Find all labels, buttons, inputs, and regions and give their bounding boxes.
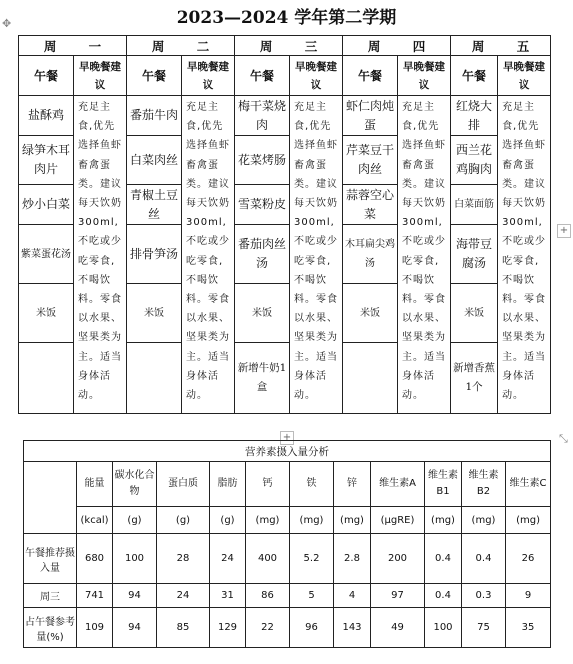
day-header-tue: 周 二 [127,36,235,56]
weekly-menu-table [18,35,551,414]
dish-item: 蒜蓉空心菜 [343,185,398,225]
meal-advice: 充足主食,优先选择鱼虾畜禽蛋类。建议每天饮奶300ml,不吃或少吃零食,不喝饮料。零食以水果、坚果类为主。适当身体活动。 [74,96,127,414]
dish-item: 白菜面筋 [451,185,498,225]
nutrition-value: 109 [77,608,113,648]
nutrition-caption: 营养素摄入量分析 [24,441,551,462]
nutrient-header: 钙 [246,462,290,507]
nutrient-header: 维生素B1 [425,462,462,507]
table-move-handle-icon[interactable]: ✥ [2,17,12,30]
nutrition-value: 85 [157,608,210,648]
nutrition-value: 2.8 [334,534,371,584]
nutrient-unit: (g) [157,507,210,534]
day-header-mon: 周 一 [19,36,127,56]
meal-advice: 充足主食,优先选择鱼虾畜禽蛋类。建议每天饮奶300ml,不吃或少吃零食,不喝饮料。零食以水果、坚果类为主。适当身体活动。 [290,96,343,414]
nutrition-value: 0.4 [425,584,462,608]
menu-note: 新增牛奶1盒 [235,343,290,414]
dish-item: 木耳扁尖鸡汤 [343,225,398,284]
lunch-header: 午餐 [127,56,182,96]
nutrition-value: 22 [246,608,290,648]
add-row-icon[interactable]: + [280,431,294,445]
nutrient-unit: (g) [113,507,157,534]
menu-note [343,343,398,414]
lunch-header: 午餐 [235,56,290,96]
nutrient-unit: (mg) [506,507,551,534]
nutrition-value: 24 [210,534,246,584]
nutrient-header: 铁 [290,462,334,507]
nutrient-header: 维生素A [371,462,425,507]
dish-item: 番茄牛肉 [127,96,182,136]
nutrition-value: 100 [113,534,157,584]
lunch-header: 午餐 [19,56,74,96]
day-header-wed: 周 三 [235,36,343,56]
nutrient-header: 脂肪 [210,462,246,507]
nutrient-header: 维生素B2 [462,462,506,507]
nutrition-value: 49 [371,608,425,648]
day-header-thu: 周 四 [343,36,451,56]
nutrition-value: 97 [371,584,425,608]
resize-handle-icon[interactable]: ⤡ [559,432,568,445]
nutrient-header: 碳水化合物 [113,462,157,507]
dish-item: 绿笋木耳肉片 [19,136,74,185]
nutrition-value: 28 [157,534,210,584]
dish-item: 梅干菜烧肉 [235,96,290,136]
dish-item: 盐酥鸡 [19,96,74,136]
nutrition-value: 24 [157,584,210,608]
nutrition-value: 86 [246,584,290,608]
nutrition-value: 741 [77,584,113,608]
nutrition-value: 0.3 [462,584,506,608]
dish-item: 炒小白菜 [19,185,74,225]
nutrient-unit: (g) [210,507,246,534]
dish-item: 虾仁肉炖蛋 [343,96,398,136]
meal-advice: 充足主食,优先选择鱼虾畜禽蛋类。建议每天饮奶300ml,不吃或少吃零食,不喝饮料。零食以水果、坚果类为主。适当身体活动。 [398,96,451,414]
nutrient-header: 维生素C [506,462,551,507]
nutrition-value: 129 [210,608,246,648]
dish-item: 芹菜豆干肉丝 [343,136,398,185]
dish-item: 白菜肉丝 [127,136,182,185]
dish-item: 米饭 [343,284,398,343]
dish-item: 紫菜蛋花汤 [19,225,74,284]
nutrient-unit: (mg) [334,507,371,534]
nutrition-value: 5.2 [290,534,334,584]
nutrition-row-label: 占午餐参考量(%) [24,608,77,648]
dish-item: 红烧大排 [451,96,498,136]
nutrition-value: 94 [113,608,157,648]
dish-item: 米饭 [451,284,498,343]
meal-advice: 充足主食,优先选择鱼虾畜禽蛋类。建议每天饮奶300ml,不吃或少吃零食,不喝饮料。零食以水果、坚果类为主。适当身体活动。 [498,96,551,414]
nutrient-unit: (μgRE) [371,507,425,534]
nutrition-value: 0.4 [462,534,506,584]
nutrition-value: 75 [462,608,506,648]
nutrition-value: 143 [334,608,371,648]
advice-header: 早晚餐建议 [498,56,551,96]
lunch-header: 午餐 [451,56,498,96]
advice-header: 早晚餐建议 [182,56,235,96]
nutrient-header: 蛋白质 [157,462,210,507]
add-column-icon[interactable]: + [557,224,571,238]
row-label-header [24,462,77,534]
day-header-fri: 周 五 [451,36,551,56]
dish-item: 花菜烤肠 [235,136,290,185]
nutrient-unit: (mg) [290,507,334,534]
nutrient-unit: (kcal) [77,507,113,534]
nutrition-analysis-table [23,440,551,648]
nutrition-row-label: 午餐推荐摄入量 [24,534,77,584]
nutrition-value: 4 [334,584,371,608]
nutrition-value: 94 [113,584,157,608]
dish-item: 番茄肉丝汤 [235,225,290,284]
dish-item: 排骨笋汤 [127,225,182,284]
nutrient-header: 锌 [334,462,371,507]
nutrition-value: 680 [77,534,113,584]
nutrition-value: 200 [371,534,425,584]
dish-item: 米饭 [235,284,290,343]
dish-item: 海带豆腐汤 [451,225,498,284]
nutrition-value: 26 [506,534,551,584]
nutrition-value: 5 [290,584,334,608]
nutrition-value: 400 [246,534,290,584]
nutrition-value: 96 [290,608,334,648]
menu-note [127,343,182,414]
nutrition-value: 0.4 [425,534,462,584]
nutrition-value: 35 [506,608,551,648]
dish-item: 米饭 [19,284,74,343]
dish-item: 青椒土豆丝 [127,185,182,225]
menu-note: 新增香蕉1个 [451,343,498,414]
nutrition-value: 9 [506,584,551,608]
advice-header: 早晚餐建议 [290,56,343,96]
nutrient-unit: (mg) [425,507,462,534]
page-title: 2023—2024 学年第二学期 [176,8,397,28]
dish-item: 雪菜粉皮 [235,185,290,225]
advice-header: 早晚餐建议 [398,56,451,96]
nutrition-value: 31 [210,584,246,608]
meal-advice: 充足主食,优先选择鱼虾畜禽蛋类。建议每天饮奶300ml,不吃或少吃零食,不喝饮料。零食以水果、坚果类为主。适当身体活动。 [182,96,235,414]
nutrient-unit: (mg) [462,507,506,534]
nutrient-unit: (mg) [246,507,290,534]
nutrition-row-label: 周三 [24,584,77,608]
nutrition-value: 100 [425,608,462,648]
nutrient-header: 能量 [77,462,113,507]
dish-item: 米饭 [127,284,182,343]
lunch-header: 午餐 [343,56,398,96]
advice-header: 早晚餐建议 [74,56,127,96]
dish-item: 西兰花鸡胸肉 [451,136,498,185]
menu-note [19,343,74,414]
